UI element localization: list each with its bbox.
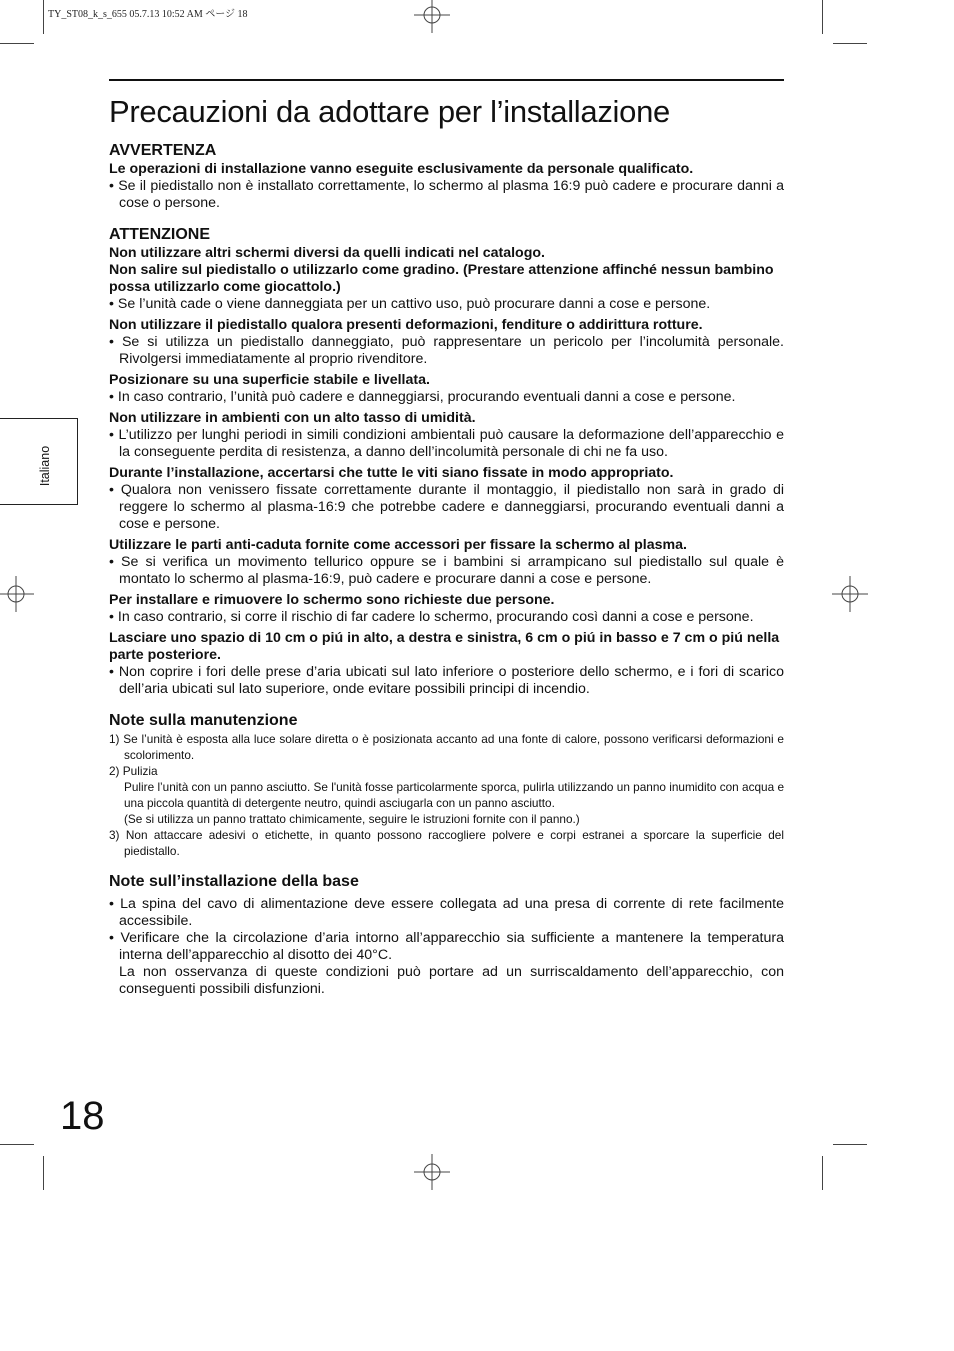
page-title: Precauzioni da adottare per l’installazione [109,94,670,129]
title-rule [109,79,784,81]
registration-mark-icon [414,0,450,33]
caution-text: Non salire sul piedistallo o utilizzarlo come gradino. (Prestare attenzione affinché nessun bambino possa utilizzarlo come giocattolo.) [109,262,774,295]
caution-text: Per installare e rimuovere lo schermo sono richieste due persone. [109,592,555,608]
crop-mark [0,1144,34,1145]
caution-text: Lasciare uno spazio di 10 cm o piú in alto, a destra e sinistra, 6 cm o piú in basso e 7 cm o piú nella parte posteriore. [109,630,780,663]
section-heading-avvertenza: AVVERTENZA [109,142,217,159]
caution-text: Non utilizzare il piedistallo qualora presenti deformazioni, fenditure o addirittura rotture. [109,317,703,333]
crop-mark [822,1156,823,1190]
crop-mark [833,1144,867,1145]
warning-text: Le operazioni di installazione vanno eseguite esclusivamente da personale qualificato. [109,161,694,177]
bullet-item: • Verificare che la circolazione d’aria intorno all’apparecchio sia sufficiente a mantenere la temperatura interna dell’apparecchio al disotto dei 40°C. [109,930,784,963]
section-heading-attenzione: ATTENZIONE [109,226,211,243]
caution-text: Posizionare su una superficie stabile e livellata. [109,372,430,388]
print-header: TY_ST08_k_s_655 05.7.13 10:52 AM ページ 18 [48,9,248,20]
numbered-item: 1) Se l’unità è esposta alla luce solare diretta o è posizionata accanto ad una fonte di calore, possono verificarsi deformazioni e scolorimento. [109,732,784,762]
bullet-item: • In caso contrario, si corre il rischio di far cadere lo schermo, procurando così danni a cose e persone. [109,609,754,625]
crop-mark [43,1156,44,1190]
numbered-item: 3) Non attaccare adesivi o etichette, in quanto possono raccogliere polvere e corpi estranei a sporcare la superficie del piedistallo. [109,828,784,858]
numbered-item-text: Pulire l’unità con un panno asciutto. Se l'unità fosse particolarmente sporca, pulirla utilizzando un panno inumidito con acqua e una piccola quantità di detergente neutro, quindi asciugarla con un panno asciutto. [124,780,785,810]
language-tab [0,418,78,505]
bullet-item: • Se si verifica un movimento tellurico oppure se i bambini si arrampicano sul piedistallo sul quale è montato lo schermo al plasma-16:9, può cadere e procurare danni a cose e persone. [109,554,784,587]
maintenance-notes [109,731,784,859]
bullet-item: • Qualora non venissero fissate correttamente durante il montaggio, il piedistallo non sarà in grado di reggere lo schermo al plasma-16:9 che potrebbe cadere e danneggiarsi, procurando eventuali danni a cose e persone. [109,482,784,532]
crop-mark [0,43,34,44]
bullet-item: • Se l’unità cade o viene danneggiata per un cattivo uso, può procurare danni a cose e persone. [109,296,711,312]
bullet-item: • L’utilizzo per lunghi periodi in simili condizioni ambientali può causare la deformazione dell’apparecchio e la conseguente perdita di resistenza, a danno dell’incolumità personale di chi ne fa uso. [109,427,784,460]
section-heading-manutenzione: Note sulla manutenzione [109,712,298,729]
numbered-item: 2) Pulizia [109,764,158,778]
caution-text: Durante l’installazione, accertarsi che tutte le viti siano fissate in modo appropriato. [109,465,674,481]
bullet-item: • Se si utilizza un piedistallo danneggiato, può rappresentare un pericolo per l’incolumità personale. Rivolgersi immediatamente al proprio rivenditore. [109,334,784,367]
registration-mark-icon [832,576,868,612]
crop-mark [822,0,823,34]
caution-text: Utilizzare le parti anti-caduta fornite come accessori per fissare la schermo al plasma. [109,537,687,553]
caution-text: Non utilizzare altri schermi diversi da quelli indicati nel catalogo. [109,245,545,261]
bullet-continuation: La non osservanza di queste condizioni può portare ad un surriscaldamento dell’apparecchio, con conseguenti possibili disfunzioni. [119,964,784,997]
registration-mark-icon [414,1154,450,1190]
language-tab-label: Italiano [38,445,52,487]
section-heading-base: Note sull’installazione della base [109,873,359,890]
bullet-item: • Non coprire i fori delle prese d’aria ubicati sul lato inferiore o posteriore dello schermo, e i fori di scarico dell’aria ubicati sul lato superiore, onde evitare possibili principi di incendio. [109,664,784,697]
bullet-item: • In caso contrario, l’unità può cadere e danneggiarsi, procurando eventuali danni a cose e persone. [109,389,736,405]
bullet-item: • La spina del cavo di alimentazione deve essere collegata ad una presa di corrente di rete facilmente accessibile. [109,896,784,929]
page-number: 18 [60,1094,105,1138]
main-content [109,141,784,998]
registration-mark-icon [0,576,34,612]
crop-mark [43,0,44,34]
crop-mark [833,43,867,44]
numbered-item-note: (Se si utilizza un panno trattato chimicamente, seguire le istruzioni fornite con il panno.) [124,812,580,826]
bullet-item: • Se il piedistallo non è installato correttamente, lo schermo al plasma 16:9 può cadere e procurare danni a cose o persone. [109,178,784,211]
caution-text: Non utilizzare in ambienti con un alto tasso di umidità. [109,410,476,426]
